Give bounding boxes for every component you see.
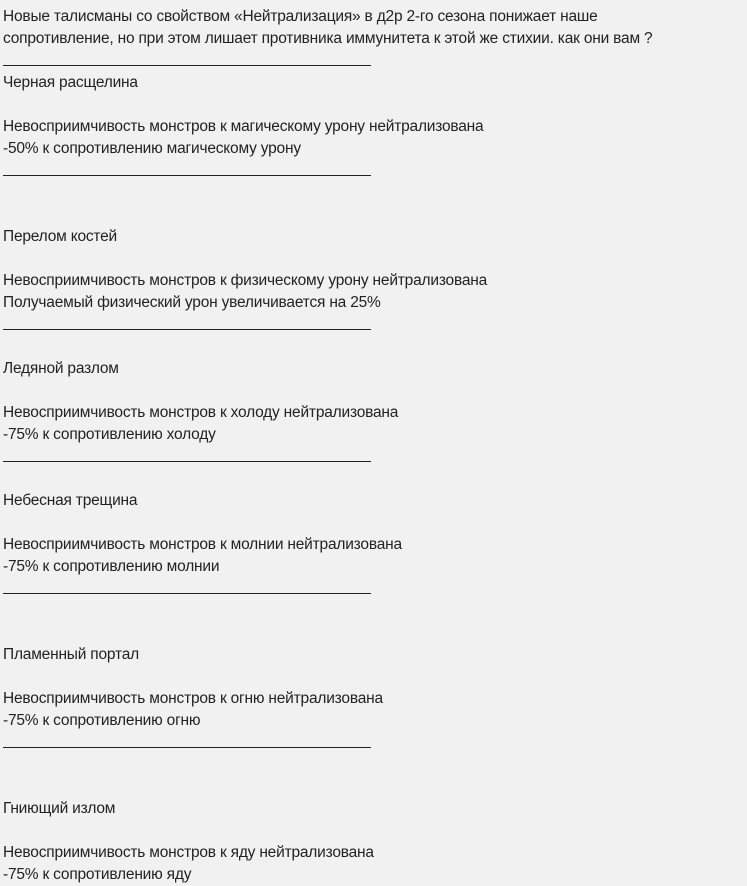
talisman-penalty: Получаемый физический урон увеличивается на 25% [3, 294, 381, 311]
talisman-penalty: -75% к сопротивлению яду [3, 866, 192, 883]
separator [3, 314, 747, 336]
talisman-effect: Невосприимчивость монстров к огню нейтрализована [3, 690, 383, 707]
talisman-name: Черная расщелина [3, 74, 138, 91]
separator [3, 446, 747, 468]
intro-line-1: Новые талисманы со свойством «Нейтрализация» в д2р 2-го сезона понижает наше [3, 8, 598, 25]
talisman-effect: Невосприимчивость монстров к холоду нейтрализована [3, 404, 399, 421]
intro-line-2: сопротивление, но при этом лишает противника иммунитета к этой же стихии. как они вам ? [3, 30, 653, 47]
talisman-name: Пламенный портал [3, 646, 139, 663]
talisman-name: Перелом костей [3, 228, 118, 245]
talisman-penalty: -50% к сопротивлению магическому урону [3, 140, 301, 157]
talisman-penalty: -75% к сопротивлению огню [3, 712, 201, 729]
talisman-penalty: -75% к сопротивлению молнии [3, 558, 220, 575]
separator [3, 732, 747, 754]
talisman-effect: Невосприимчивость монстров к физическому урону нейтрализована [3, 272, 488, 289]
separator [3, 50, 747, 72]
separator [3, 160, 747, 182]
talisman-effect: Невосприимчивость монстров к молнии нейтрализована [3, 536, 402, 553]
talisman-name: Ледяной разлом [3, 360, 119, 377]
talisman-effect: Невосприимчивость монстров к яду нейтрализована [3, 844, 374, 861]
talisman-name: Гниющий излом [3, 800, 116, 817]
talisman-penalty: -75% к сопротивлению холоду [3, 426, 216, 443]
talisman-name: Небесная трещина [3, 492, 138, 509]
talisman-effect: Невосприимчивость монстров к магическому урону нейтрализована [3, 118, 484, 135]
separator [3, 578, 747, 600]
